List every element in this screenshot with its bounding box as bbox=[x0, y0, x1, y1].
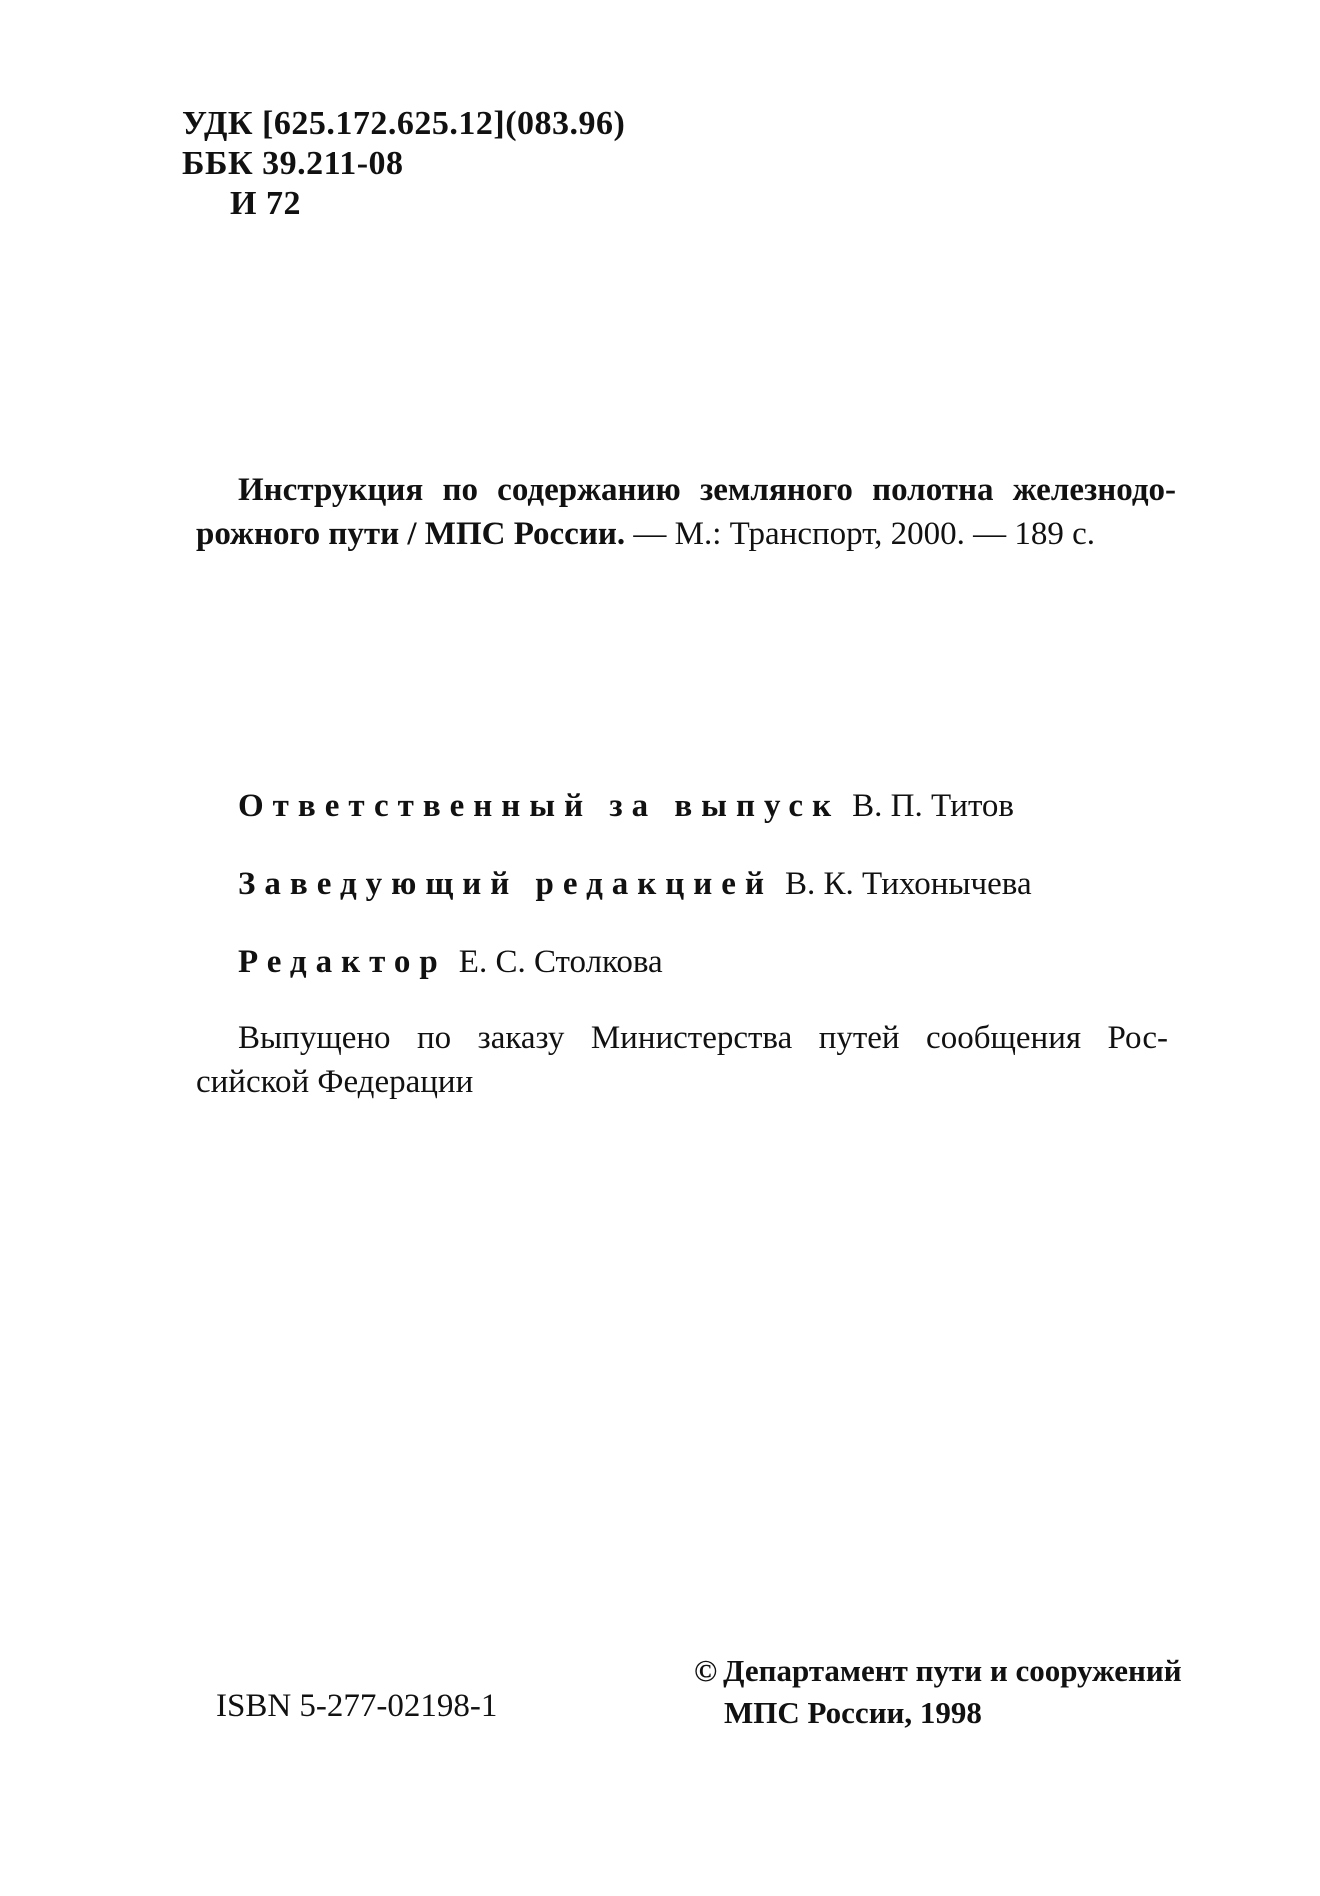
credit-row-editor bbox=[238, 942, 1032, 1020]
bibliographic-description bbox=[196, 468, 1176, 556]
author-sign: И 72 bbox=[230, 185, 301, 222]
bbk-code: ББК 39.211-08 bbox=[182, 145, 404, 182]
classification-block bbox=[182, 104, 625, 224]
bibliographic-line2 bbox=[196, 512, 1176, 556]
credit-row-responsible bbox=[238, 786, 1032, 864]
credit-role: Заведующий редакцией bbox=[238, 866, 773, 902]
bibliographic-title-line2: рожного пути / МПС России. bbox=[196, 516, 626, 552]
copyright-line2: МПС России, 1998 bbox=[724, 1695, 982, 1730]
credit-row-head-editor bbox=[238, 864, 1032, 942]
copyright-icon: © bbox=[694, 1653, 718, 1688]
copyright-block bbox=[694, 1650, 1182, 1734]
issued-note-line1: Выпущено по заказу Министерства путей сообщения Рос- bbox=[238, 1020, 1168, 1056]
credit-name: В. П. Титов bbox=[852, 788, 1015, 824]
copyright-line1: Департамент пути и сооружений bbox=[723, 1653, 1182, 1688]
udk-code: УДК [625.172.625.12](083.96) bbox=[182, 105, 626, 142]
isbn: ISBN 5-277-02198-1 bbox=[216, 1688, 498, 1724]
issued-note-line2: сийской Федерации bbox=[196, 1064, 474, 1100]
issued-note bbox=[196, 1016, 1168, 1104]
credit-role: Редактор bbox=[238, 944, 447, 980]
bibliographic-imprint: — М.: Транспорт, 2000. — 189 с. bbox=[625, 516, 1096, 552]
credits-block bbox=[238, 786, 1032, 1020]
bibliographic-title-line1: Инструкция по содержанию земляного полотна железнодо- bbox=[238, 472, 1176, 508]
credit-role: Ответственный за выпуск bbox=[238, 788, 841, 824]
credit-name: В. К. Тихонычева bbox=[784, 866, 1032, 902]
credit-name: Е. С. Столкова bbox=[458, 944, 663, 980]
